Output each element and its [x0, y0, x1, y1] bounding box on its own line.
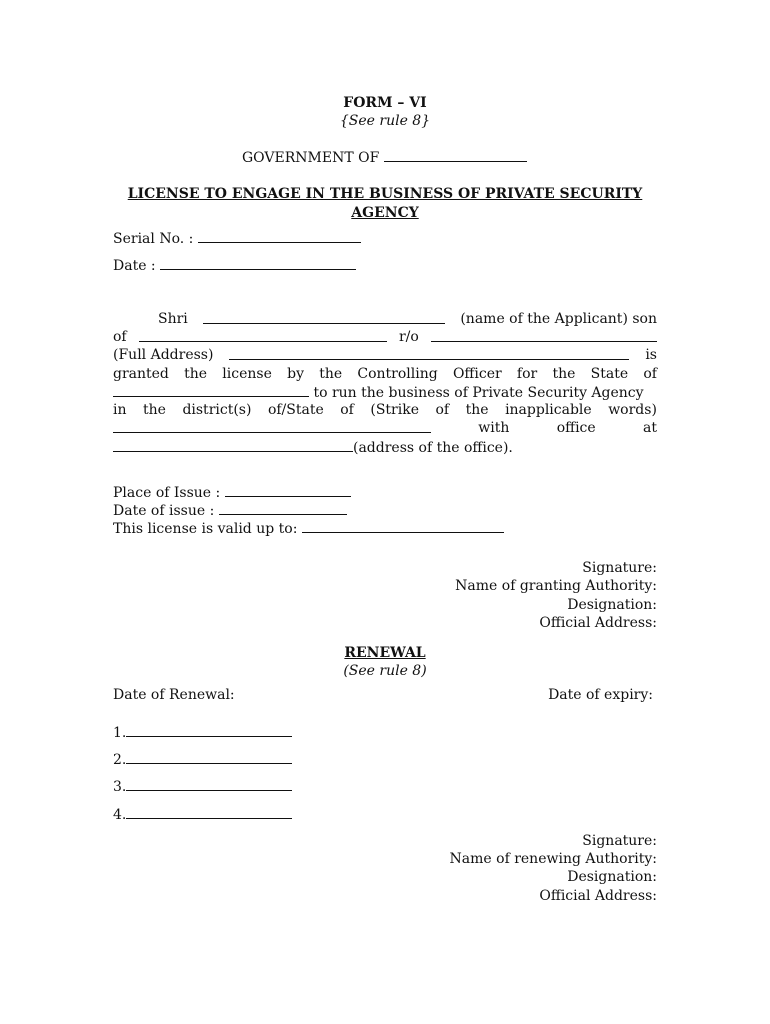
serial-label: Serial No. : — [113, 231, 194, 247]
is-label: is — [645, 347, 657, 363]
word: of — [643, 366, 657, 382]
renewal-item — [113, 777, 292, 796]
grant-signature-label: Signature: — [582, 560, 657, 576]
full-address-label: (Full Address) — [113, 347, 214, 363]
body-line-3 — [113, 346, 657, 364]
heading-line-1: LICENSE TO ENGAGE IN THE BUSINESS OF PRIVATE SECURITY — [127, 186, 643, 202]
date-blank[interactable] — [160, 256, 356, 270]
word: of — [435, 402, 450, 418]
place-of-issue-row — [113, 483, 351, 502]
word: by — [287, 366, 304, 382]
word: (Strike — [370, 402, 419, 418]
place-of-issue-label: Place of Issue : — [113, 485, 221, 501]
residence-blank[interactable] — [431, 328, 657, 342]
serial-row — [113, 229, 361, 248]
word: the — [552, 366, 576, 382]
form-title: FORM – VI — [343, 95, 427, 111]
applicant-name-label: (name of the Applicant) son — [460, 311, 657, 327]
renewal-item — [113, 723, 292, 742]
word: of/State — [267, 402, 324, 418]
government-blank[interactable] — [384, 148, 527, 162]
office-address-label: (address of the office). — [353, 440, 513, 456]
grant-designation-label: Designation: — [567, 597, 657, 613]
word: the — [143, 402, 166, 418]
body-line-6 — [113, 401, 657, 419]
word: the — [319, 366, 343, 382]
with-label: with — [478, 420, 510, 436]
business-text: to run the business of Private Security Agency — [313, 385, 644, 401]
word: Controlling — [357, 366, 438, 382]
word: district(s) — [182, 402, 252, 418]
body-line-5 — [113, 383, 644, 402]
grant-official-address-label: Official Address: — [539, 615, 657, 631]
serial-blank[interactable] — [198, 229, 361, 243]
word: inapplicable — [505, 402, 592, 418]
place-of-issue-blank[interactable] — [225, 483, 351, 497]
state-blank[interactable] — [113, 383, 309, 397]
renewal-item — [113, 750, 292, 769]
word: in — [113, 402, 127, 418]
office-label: office — [556, 420, 596, 436]
date-of-expiry-label: Date of expiry: — [548, 687, 653, 703]
renewal-item-number: 3. — [113, 779, 127, 795]
father-name-blank[interactable] — [139, 328, 387, 342]
applicant-name-blank[interactable] — [203, 310, 445, 324]
word: the — [465, 402, 489, 418]
rule-reference: {See rule 8} — [339, 113, 431, 129]
word: Officer — [452, 366, 502, 382]
ro-label: r/o — [398, 329, 419, 345]
renewal-item-blank[interactable] — [126, 777, 292, 791]
renewal-item-number: 2. — [113, 752, 127, 768]
word: for — [516, 366, 538, 382]
word: the — [184, 366, 208, 382]
renew-official-address-label: Official Address: — [539, 888, 657, 904]
renewal-rule-reference: (See rule 8) — [343, 663, 427, 679]
renewal-item — [113, 805, 292, 824]
at-label: at — [642, 420, 657, 436]
renew-signature-label: Signature: — [582, 833, 657, 849]
full-address-blank[interactable] — [229, 346, 629, 360]
shri-label: Shri — [158, 311, 188, 327]
office-address-blank[interactable] — [113, 438, 353, 452]
body-line-8 — [113, 438, 513, 457]
renewal-item-blank[interactable] — [126, 805, 292, 819]
word: of — [340, 402, 354, 418]
valid-up-to-row — [113, 519, 504, 538]
word: license — [222, 366, 272, 382]
word: State — [590, 366, 629, 382]
district-blank[interactable] — [113, 419, 431, 433]
renewal-title: RENEWAL — [344, 645, 426, 661]
renewal-item-number: 4. — [113, 807, 127, 823]
government-label: GOVERNMENT OF — [242, 150, 380, 166]
date-label: Date : — [113, 258, 156, 274]
date-of-issue-label: Date of issue : — [113, 503, 215, 519]
heading-line-2: AGENCY — [351, 205, 419, 221]
valid-up-to-blank[interactable] — [302, 519, 504, 533]
word: words) — [608, 402, 657, 418]
valid-up-to-label: This license is valid up to: — [113, 521, 298, 537]
of-label: of — [113, 329, 127, 345]
body-line-4 — [113, 365, 657, 383]
body-line-2 — [113, 328, 657, 346]
date-row — [113, 256, 356, 275]
government-line — [242, 148, 527, 167]
renewal-item-blank[interactable] — [126, 723, 292, 737]
renewal-item-blank[interactable] — [126, 750, 292, 764]
renew-authority-label: Name of renewing Authority: — [449, 851, 657, 867]
grant-authority-label: Name of granting Authority: — [455, 578, 657, 594]
date-of-issue-blank[interactable] — [219, 501, 347, 515]
word: granted — [113, 366, 169, 382]
date-of-issue-row — [113, 501, 347, 520]
renewal-item-number: 1. — [113, 725, 127, 741]
body-line-1 — [158, 310, 657, 328]
renew-designation-label: Designation: — [567, 869, 657, 885]
body-line-7 — [113, 419, 657, 437]
date-of-renewal-label: Date of Renewal: — [113, 687, 235, 703]
